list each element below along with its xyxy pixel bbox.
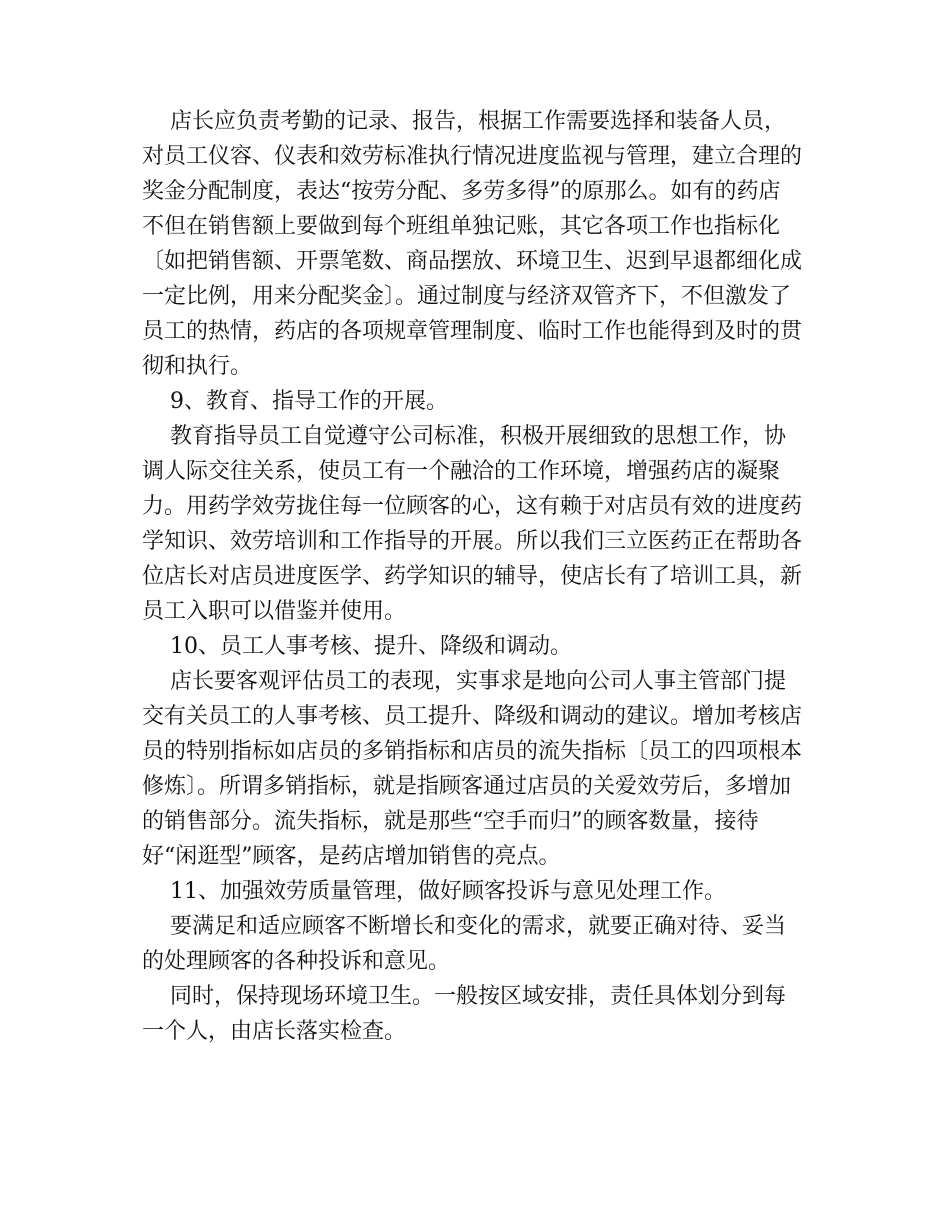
text-line: 交有关员工的人事考核、员工提升、降级和调动的建议。增加考核店 bbox=[142, 704, 803, 729]
text-line: 彻和执行。 bbox=[142, 354, 253, 379]
text-line: 同时，保持现场环境卫生。一般按区域安排，责任具体划分到每 bbox=[142, 984, 786, 1009]
text-line: 员工入职可以借鉴并使用。 bbox=[142, 599, 407, 624]
section-heading: 9、教育、指导工作的开展。 bbox=[142, 389, 448, 414]
text-line: 一定比例，用来分配奖金〕。通过制度与经济双管齐下，不但激发了 bbox=[142, 284, 792, 309]
text-line: 好“闲逛型”顾客，是药店增加销售的亮点。 bbox=[142, 844, 561, 869]
text-line: 店长要客观评估员工的表现，实事求是地向公司人事主管部门提 bbox=[142, 669, 786, 694]
text-line: 位店长对店员进度医学、药学知识的辅导，使店长有了培训工具，新 bbox=[142, 564, 803, 589]
text-line: 要满足和适应顾客不断增长和变化的需求，就要正确对待、妥当 bbox=[142, 914, 786, 939]
text-line: 的销售部分。流失指标，就是那些“空手而归”的顾客数量，接待 bbox=[142, 809, 759, 834]
section-heading: 10、员工人事考核、提升、降级和调动。 bbox=[142, 634, 572, 659]
text-line: 的处理顾客的各种投诉和意见。 bbox=[142, 949, 451, 974]
text-line: 店长应负责考勤的记录、报告，根据工作需要选择和装备人员， bbox=[142, 109, 786, 134]
document-body bbox=[142, 104, 810, 1049]
text-line: 力。用药学效劳拢住每一位顾客的心，这有赖于对店员有效的进度药 bbox=[142, 494, 803, 519]
text-line: 教育指导员工自觉遵守公司标准，积极开展细致的思想工作，协 bbox=[142, 424, 786, 449]
text-line: 修炼〕。所谓多销指标，就是指顾客通过店员的关爱效劳后，多增加 bbox=[142, 774, 792, 799]
text-line: 一个人，由店长落实检查。 bbox=[142, 1019, 407, 1044]
text-line: 〔如把销售额、开票笔数、商品摆放、环境卫生、迟到早退都细化成 bbox=[142, 249, 803, 274]
section-heading: 11、加强效劳质量管理，做好顾客投诉与意见处理工作。 bbox=[142, 879, 726, 904]
text-line: 不但在销售额上要做到每个班组单独记账，其它各项工作也指标化 bbox=[142, 214, 781, 239]
text-line: 员的特别指标如店员的多销指标和店员的流失指标〔员工的四项根本 bbox=[142, 739, 803, 764]
text-line: 对员工仪容、仪表和效劳标准执行情况进度监视与管理，建立合理的 bbox=[142, 144, 803, 169]
text-line: 奖金分配制度，表达“按劳分配、多劳多得”的原那么。如有的药店 bbox=[142, 179, 781, 204]
text-line: 调人际交往关系，使员工有一个融洽的工作环境，增强药店的凝聚 bbox=[142, 459, 781, 484]
text-line: 员工的热情，药店的各项规章管理制度、临时工作也能得到及时的贯 bbox=[142, 319, 803, 344]
text-line: 学知识、效劳培训和工作指导的开展。所以我们三立医药正在帮助各 bbox=[142, 529, 803, 554]
